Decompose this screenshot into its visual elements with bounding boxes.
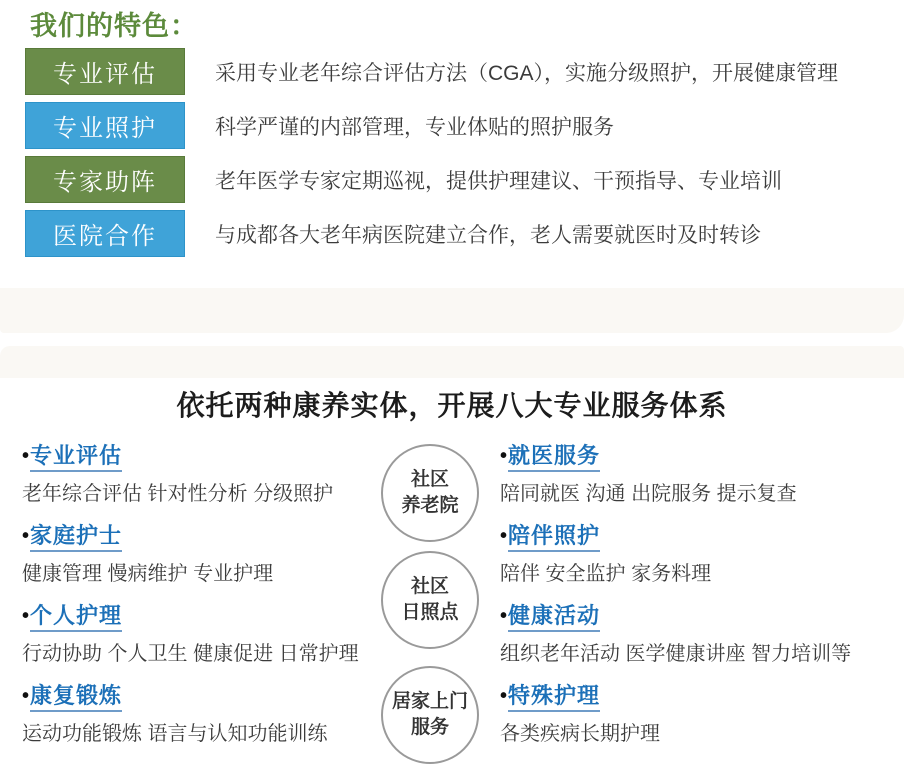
circle-label-line: 日照点 bbox=[401, 602, 459, 623]
circle-label-line: 居家上门 bbox=[391, 691, 468, 713]
bullet-icon: • bbox=[500, 605, 508, 627]
service-link-rehab[interactable]: 康复锻炼 bbox=[30, 683, 122, 712]
service-link-health-activities[interactable]: 健康活动 bbox=[508, 603, 600, 632]
feature-row-professional-care bbox=[25, 102, 885, 149]
circle-label-line: 社区 bbox=[410, 469, 449, 491]
feature-tag bbox=[25, 48, 185, 95]
features-list bbox=[25, 48, 885, 264]
feature-row-expert-support bbox=[25, 156, 885, 203]
feature-tag bbox=[25, 156, 185, 203]
bullet-icon: • bbox=[22, 525, 30, 547]
service-desc: 行动协助 个人卫生 健康促进 日常护理 bbox=[22, 643, 359, 665]
service-link-assessment[interactable]: 专业评估 bbox=[30, 443, 122, 472]
feature-tag bbox=[25, 210, 185, 257]
service-desc: 各类疾病长期护理 bbox=[500, 723, 660, 745]
circle-label-line: 社区 bbox=[410, 576, 449, 598]
entity-circle-home-visit-service bbox=[381, 666, 479, 764]
service-heading bbox=[22, 523, 378, 549]
service-heading bbox=[500, 523, 902, 549]
feature-tag-label: 专业评估 bbox=[53, 61, 157, 88]
service-desc: 健康管理 慢病维护 专业护理 bbox=[22, 563, 274, 585]
separator-band bbox=[0, 288, 904, 333]
service-desc: 组织老年活动 医学健康讲座 智力培训等 bbox=[500, 643, 852, 665]
entity-circle-community-nursing-home bbox=[381, 444, 479, 542]
service-link-medical-escort[interactable]: 就医服务 bbox=[508, 443, 600, 472]
feature-desc: 采用专业老年综合评估方法（CGA），实施分级照护，开展健康管理 bbox=[215, 61, 839, 85]
bullet-icon: • bbox=[500, 525, 508, 547]
service-link-personal-care[interactable]: 个人护理 bbox=[30, 603, 122, 632]
feature-row-professional-assessment bbox=[25, 48, 885, 95]
service-heading bbox=[500, 683, 902, 709]
services-section-title: 依托两种康养实体，开展八大专业服务体系 bbox=[176, 390, 728, 421]
feature-tag-label: 专家助阵 bbox=[53, 169, 157, 196]
service-item-medical-escort bbox=[500, 443, 902, 506]
services-column-left bbox=[22, 443, 378, 763]
bullet-icon: • bbox=[22, 685, 30, 707]
service-desc: 运动功能锻炼 语言与认知功能训练 bbox=[22, 723, 328, 745]
service-item-companion-care bbox=[500, 523, 902, 586]
feature-row-hospital-cooperation bbox=[25, 210, 885, 257]
bullet-icon: • bbox=[22, 445, 30, 467]
service-heading bbox=[22, 603, 378, 629]
service-item-health-activities bbox=[500, 603, 902, 666]
circle-label-line: 服务 bbox=[410, 717, 449, 738]
bullet-icon: • bbox=[500, 445, 508, 467]
service-heading bbox=[22, 443, 378, 469]
service-heading bbox=[500, 443, 902, 469]
services-column-right bbox=[500, 443, 902, 763]
service-link-home-nurse[interactable]: 家庭护士 bbox=[30, 523, 122, 552]
separator-band bbox=[0, 346, 904, 378]
feature-desc: 老年医学专家定期巡视，提供护理建议、干预指导、专业培训 bbox=[215, 169, 782, 193]
features-section-title: 我们的特色： bbox=[30, 11, 198, 41]
service-heading bbox=[500, 603, 902, 629]
feature-tag-label: 专业照护 bbox=[53, 115, 157, 142]
service-desc: 陪同就医 沟通 出院服务 提示复查 bbox=[500, 483, 797, 505]
feature-tag-label: 医院合作 bbox=[53, 223, 157, 250]
service-item-special-nursing bbox=[500, 683, 902, 746]
service-item-personal-care bbox=[22, 603, 378, 666]
bullet-icon: • bbox=[22, 605, 30, 627]
feature-tag bbox=[25, 102, 185, 149]
service-item-assessment bbox=[22, 443, 378, 506]
bullet-icon: • bbox=[500, 685, 508, 707]
circle-label-line: 养老院 bbox=[401, 495, 459, 516]
service-link-special-nursing[interactable]: 特殊护理 bbox=[508, 683, 600, 712]
service-item-home-nurse bbox=[22, 523, 378, 586]
service-link-companion-care[interactable]: 陪伴照护 bbox=[508, 523, 600, 552]
service-item-rehab bbox=[22, 683, 378, 746]
entity-circle-community-daycare bbox=[381, 551, 479, 649]
feature-desc: 科学严谨的内部管理，专业体贴的照护服务 bbox=[215, 115, 614, 139]
service-desc: 老年综合评估 针对性分析 分级照护 bbox=[22, 483, 334, 505]
feature-desc: 与成都各大老年病医院建立合作，老人需要就医时及时转诊 bbox=[215, 223, 761, 247]
service-desc: 陪伴 安全监护 家务料理 bbox=[500, 563, 712, 585]
service-heading bbox=[22, 683, 378, 709]
